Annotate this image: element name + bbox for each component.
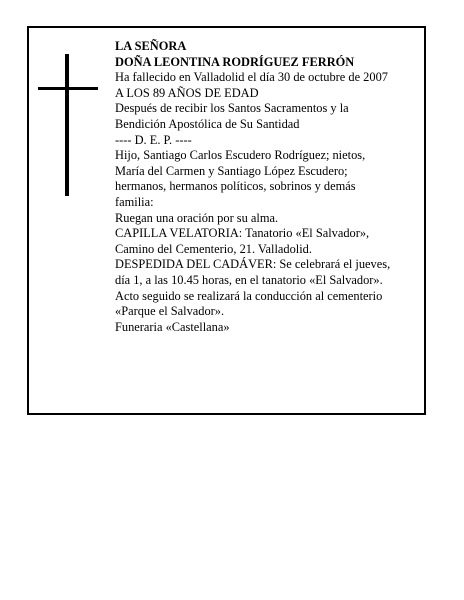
funeral-home-line: Funeraria «Castellana» xyxy=(115,319,230,334)
farewell-line-1: DESPEDIDA DEL CADÁVER: Se celebrará el jueves, xyxy=(115,257,391,272)
family-line-4: familia: xyxy=(115,194,154,209)
deceased-name: DOÑA LEONTINA RODRÍGUEZ FERRÓN xyxy=(115,54,355,69)
cross-vertical-bar xyxy=(65,54,69,196)
procession-line-1: Acto seguido se realizará la conducción al cementerio xyxy=(115,288,383,303)
procession-line-2: «Parque el Salvador». xyxy=(115,304,225,319)
chapel-line-1: CAPILLA VELATORIA: Tanatorio «El Salvador», xyxy=(115,226,370,241)
age-line: A LOS 89 AÑOS DE EDAD xyxy=(115,85,259,100)
title-line: LA SEÑORA xyxy=(115,39,187,53)
sacraments-line-2: Bendición Apostólica de Su Santidad xyxy=(115,116,300,131)
cross-horizontal-bar xyxy=(38,87,98,90)
death-date-line: Ha fallecido en Valladolid el día 30 de octubre de 2007 xyxy=(115,70,388,85)
family-line-2: María del Carmen y Santiago López Escudero; xyxy=(115,163,348,178)
farewell-line-2: día 1, a las 10.45 horas, en el tanatorio «El Salvador». xyxy=(115,272,383,287)
sacraments-line-1: Después de recibir los Santos Sacramentos y la xyxy=(115,101,349,116)
family-line-1: Hijo, Santiago Carlos Escudero Rodríguez; nietos, xyxy=(115,148,366,163)
chapel-line-2: Camino del Cementerio, 21. Valladolid. xyxy=(115,241,312,256)
prayer-line: Ruegan una oración por su alma. xyxy=(115,210,279,225)
cross-icon xyxy=(38,54,98,196)
obituary-text xyxy=(115,39,420,335)
family-line-3: hermanos, hermanos políticos, sobrinos y demás xyxy=(115,179,356,194)
rip-line: ---- D. E. P. ---- xyxy=(115,132,192,147)
